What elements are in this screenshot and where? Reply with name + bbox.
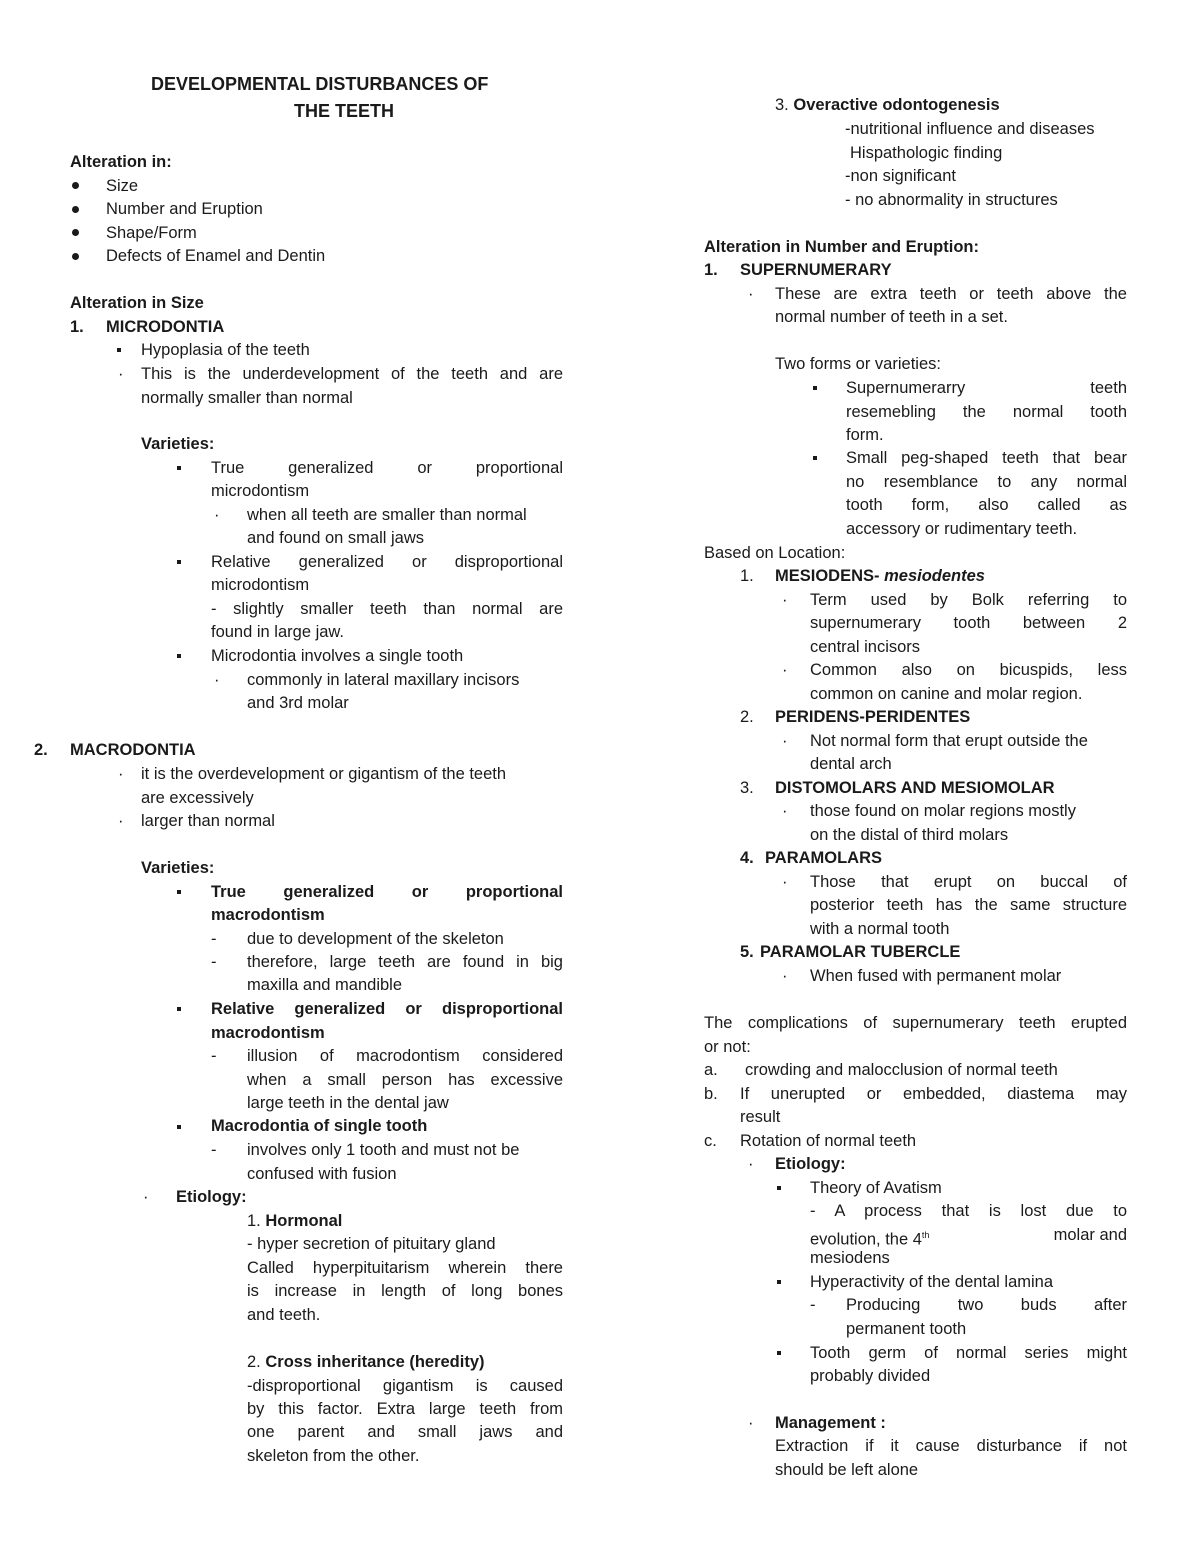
bullet-glyph: · [118, 365, 124, 383]
complications-text: or not: [704, 1038, 751, 1056]
list-item: If unerupted or embedded, diastema may [740, 1085, 1127, 1103]
list-item: Defects of Enamel and Dentin [106, 247, 326, 265]
list-item: Those that erupt on buccal of [810, 873, 1127, 891]
list-item: when all teeth are smaller than normal [247, 506, 527, 524]
list-item: Theory of Avatism [810, 1179, 942, 1197]
dash: - [211, 953, 217, 971]
location-item: MESIODENS- mesiodentes [775, 567, 985, 585]
list-number: 4. [740, 849, 754, 867]
bullet-glyph: · [214, 506, 220, 524]
list-item-cont: and found on small jaws [247, 529, 425, 547]
subsection-title: MICRODONTIA [106, 318, 225, 336]
list-item-cont: resemebling the normal tooth [846, 403, 1127, 421]
list-item-cont: macrodontism [211, 1024, 325, 1042]
list-item-cont: dental arch [810, 755, 892, 773]
varieties-heading: Varieties: [141, 859, 215, 877]
bullet-glyph: · [782, 732, 788, 750]
list-item: - slightly smaller teeth than normal are [211, 600, 563, 618]
list-item-cont: are excessively [141, 789, 254, 807]
complications-text: The complications of supernumerary teeth erupted [704, 1014, 1127, 1032]
list-item: Relative generalized or disproportional [211, 1000, 563, 1018]
list-item-cont: normal number of teeth in a set. [775, 308, 1008, 326]
list-item-cont: microdontism [211, 482, 310, 500]
overactive-text: - no abnormality in structures [845, 191, 1058, 209]
etiology-item: 1. Hormonal [247, 1212, 343, 1230]
varieties-heading: Varieties: [141, 435, 215, 453]
management-heading: Management : [775, 1414, 886, 1432]
list-item: involves only 1 tooth and must not be [247, 1141, 520, 1159]
bullet [72, 182, 79, 189]
bullet [177, 890, 181, 894]
bullet-glyph: · [118, 812, 124, 830]
bullet [813, 456, 817, 460]
list-item: Supernumerarry teeth [846, 379, 1127, 397]
dash: - [211, 1141, 217, 1159]
list-item: commonly in lateral maxillary incisors [247, 671, 520, 689]
list-item: illusion of macrodontism considered [247, 1047, 563, 1065]
list-item-cont: common on canine and molar region. [810, 685, 1083, 703]
bullet [813, 386, 817, 390]
overactive-text: -nutritional influence and diseases [845, 120, 1095, 138]
list-item-cont: macrodontism [211, 906, 325, 924]
bullet [177, 466, 181, 470]
list-item: due to development of the skeleton [247, 930, 504, 948]
bullet-glyph: · [748, 1155, 754, 1173]
forms-heading: Two forms or varieties: [775, 355, 941, 373]
etiology-text: Called hyperpituitarism wherein there [247, 1259, 563, 1277]
list-item: Not normal form that erupt outside the [810, 732, 1088, 750]
section-heading: Alteration in: [70, 153, 172, 171]
list-number: 1. [70, 318, 84, 336]
list-number: 1. [740, 567, 754, 585]
overactive-text: Hispathologic finding [850, 144, 1003, 162]
list-item: Shape/Form [106, 224, 197, 242]
subsection-title: MACRODONTIA [70, 741, 196, 759]
dash: - [810, 1296, 816, 1314]
bullet-glyph: · [782, 802, 788, 820]
list-item: Common also on bicuspids, less [810, 661, 1127, 679]
list-item-cont: probably divided [810, 1367, 931, 1385]
list-item: Hyperactivity of the dental lamina [810, 1273, 1054, 1291]
list-item-cont: result [740, 1108, 781, 1126]
etiology-text: one parent and small jaws and [247, 1423, 563, 1441]
list-letter: b. [704, 1085, 718, 1103]
dash: - [211, 1047, 217, 1065]
overactive-text: -non significant [845, 167, 956, 185]
overactive-item: 3. Overactive odontogenesis [775, 96, 1000, 114]
list-item-cont: confused with fusion [247, 1165, 397, 1183]
bullet-glyph: · [143, 1188, 149, 1206]
bullet [72, 206, 79, 213]
etiology-heading: Etiology: [176, 1188, 247, 1206]
list-item-cont: large teeth in the dental jaw [247, 1094, 449, 1112]
list-item: Rotation of normal teeth [740, 1132, 917, 1150]
location-item: PARAMOLAR TUBERCLE [760, 943, 961, 961]
bullet [72, 229, 79, 236]
list-item-cont: posterior teeth has the same structure [810, 896, 1127, 914]
location-heading: Based on Location: [704, 544, 846, 562]
list-item-cont: supernumerary tooth between 2 [810, 614, 1127, 632]
list-item: Number and Eruption [106, 200, 263, 218]
bullet [777, 1280, 781, 1284]
bullet-glyph: · [118, 765, 124, 783]
list-item-cont: evolution, the 4th molar and [810, 1226, 1127, 1249]
bullet-glyph: · [214, 671, 220, 689]
bullet [177, 1125, 181, 1129]
list-item: Macrodontia of single tooth [211, 1117, 428, 1135]
bullet-glyph: · [748, 1414, 754, 1432]
list-item-cont: accessory or rudimentary teeth. [846, 520, 1078, 538]
bullet [177, 560, 181, 564]
location-item: PERIDENS-PERIDENTES [775, 708, 971, 726]
list-item: This is the underdevelopment of the teeth and are [141, 365, 563, 383]
list-item-cont: permanent tooth [846, 1320, 967, 1338]
dash: - [211, 930, 217, 948]
page-title-line2: THE TEETH [294, 101, 395, 121]
list-number: 3. [740, 779, 754, 797]
etiology-item: 2. Cross inheritance (heredity) [247, 1353, 485, 1371]
list-item: it is the overdevelopment or gigantism of the teeth [141, 765, 507, 783]
list-number: 2. [34, 741, 48, 759]
management-text: Extraction if it cause disturbance if not [775, 1437, 1127, 1455]
list-number: 2. [740, 708, 754, 726]
bullet-glyph: · [782, 661, 788, 679]
list-item-cont: form. [846, 426, 884, 444]
list-item: larger than normal [141, 812, 275, 830]
list-item: Tooth germ of normal series might [810, 1344, 1127, 1362]
location-item: DISTOMOLARS AND MESIOMOLAR [775, 779, 1055, 797]
list-item-cont: tooth form, also called as [846, 496, 1127, 514]
list-item-cont: no resemblance to any normal [846, 473, 1127, 491]
list-item-cont: mesiodens [810, 1249, 890, 1267]
list-item: therefore, large teeth are found in big [247, 953, 563, 971]
etiology-text: by this factor. Extra large teeth from [247, 1400, 563, 1418]
list-item-cont: on the distal of third molars [810, 826, 1009, 844]
etiology-text: skeleton from the other. [247, 1447, 420, 1465]
list-item: Size [106, 177, 139, 195]
list-item: Hypoplasia of the teeth [141, 341, 310, 359]
list-item: crowding and malocclusion of normal teeth [745, 1061, 1058, 1079]
list-item-cont: when a small person has excessive [247, 1071, 563, 1089]
list-item: Producing two buds after [846, 1296, 1127, 1314]
bullet [177, 1007, 181, 1011]
list-item-cont: with a normal tooth [810, 920, 950, 938]
list-item-cont: found in large jaw. [211, 623, 345, 641]
list-item: Relative generalized or disproportional [211, 553, 563, 571]
page-title: DEVELOPMENTAL DISTURBANCES OF [151, 74, 489, 94]
list-item: Small peg-shaped teeth that bear [846, 449, 1127, 467]
bullet-glyph: · [748, 285, 754, 303]
location-item: PARAMOLARS [765, 849, 883, 867]
management-text: should be left alone [775, 1461, 919, 1479]
list-item-cont: microdontism [211, 576, 310, 594]
list-number: 1. [704, 261, 718, 279]
bullet [777, 1351, 781, 1355]
list-item-cont: and 3rd molar [247, 694, 349, 712]
list-letter: c. [704, 1132, 717, 1150]
list-item-cont: maxilla and mandible [247, 976, 403, 994]
section-heading: Alteration in Number and Eruption: [704, 238, 979, 256]
bullet-glyph: · [782, 591, 788, 609]
bullet [177, 654, 181, 658]
list-item: Microdontia involves a single tooth [211, 647, 464, 665]
list-item: - A process that is lost due to [810, 1202, 1127, 1220]
list-item: True generalized or proportional [211, 883, 563, 901]
bullet [777, 1186, 781, 1190]
bullet [117, 348, 121, 352]
bullet-glyph: · [782, 967, 788, 985]
etiology-text: -disproportional gigantism is caused [247, 1377, 563, 1395]
list-letter: a. [704, 1061, 718, 1079]
bullet [72, 253, 79, 260]
list-item-cont: central incisors [810, 638, 921, 656]
section-heading: Alteration in Size [70, 294, 204, 312]
list-number: 5. [740, 943, 754, 961]
etiology-text: - hyper secretion of pituitary gland [247, 1235, 496, 1253]
list-item: Term used by Bolk referring to [810, 591, 1127, 609]
subsection-title: SUPERNUMERARY [740, 261, 892, 279]
list-item: those found on molar regions mostly [810, 802, 1076, 820]
list-item: These are extra teeth or teeth above the [775, 285, 1127, 303]
etiology-text: is increase in length of long bones [247, 1282, 563, 1300]
list-item-cont: normally smaller than normal [141, 389, 353, 407]
etiology-heading: Etiology: [775, 1155, 846, 1173]
list-item: When fused with permanent molar [810, 967, 1062, 985]
bullet-glyph: · [782, 873, 788, 891]
etiology-text: and teeth. [247, 1306, 321, 1324]
list-item: True generalized or proportional [211, 459, 563, 477]
